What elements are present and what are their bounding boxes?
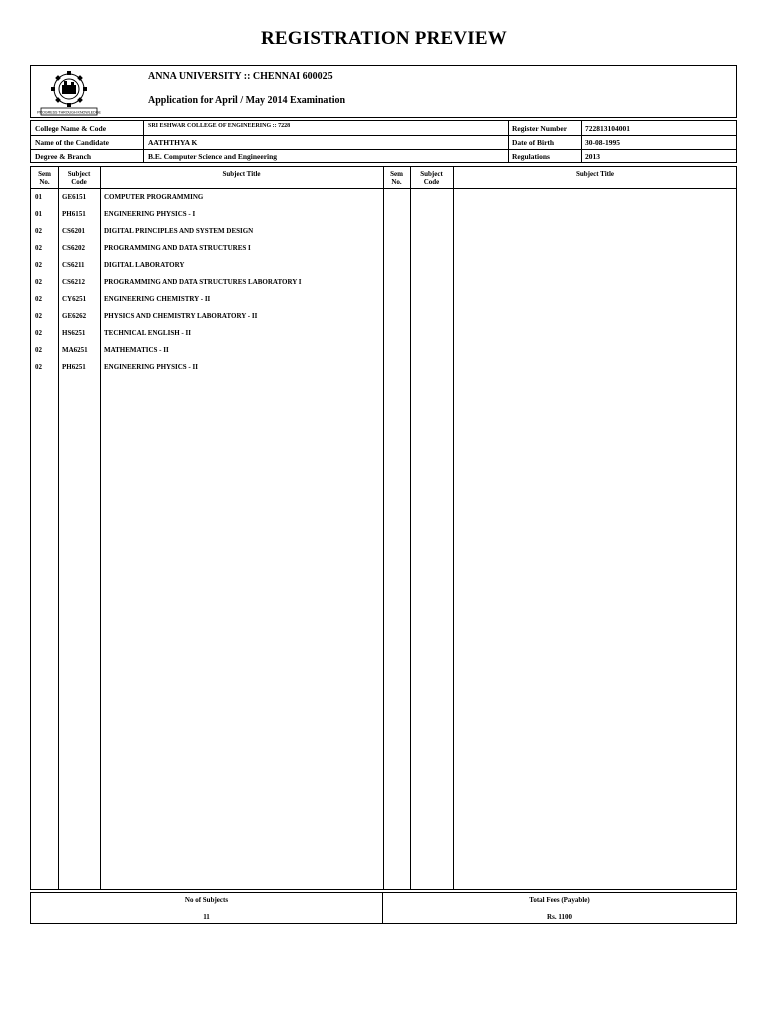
row-sem: 02 bbox=[35, 261, 42, 269]
row-subject-title: DIGITAL PRINCIPLES AND SYSTEM DESIGN bbox=[104, 227, 254, 235]
table-row bbox=[31, 244, 384, 261]
university-header bbox=[30, 65, 737, 118]
row-subject-code: CS6201 bbox=[62, 227, 85, 235]
row-subject-title: DIGITAL LABORATORY bbox=[104, 261, 185, 269]
col-header-title-left: Subject Title bbox=[222, 170, 261, 178]
candidate-name-label: Name of the Candidate bbox=[35, 138, 109, 147]
row-subject-title: PROGRAMMING AND DATA STRUCTURES I bbox=[104, 244, 251, 252]
table-row bbox=[31, 261, 384, 278]
col-header-sem-right: Sem No. bbox=[390, 170, 403, 186]
row-subject-code: MA6251 bbox=[62, 346, 88, 354]
register-number-value: 722813104001 bbox=[585, 124, 630, 133]
regulations-label: Regulations bbox=[512, 152, 550, 161]
row-sem: 01 bbox=[35, 210, 42, 218]
logo-motto: PROGRESS THROUGH KNOWLEDGE bbox=[37, 110, 101, 115]
row-subject-code: CS6212 bbox=[62, 278, 85, 286]
college-value: SRI ESHWAR COLLEGE OF ENGINEERING :: 7228 bbox=[148, 123, 291, 129]
table-row bbox=[31, 363, 384, 380]
college-label: College Name & Code bbox=[35, 124, 107, 133]
regulations-value: 2013 bbox=[585, 152, 600, 161]
dob-value: 30-08-1995 bbox=[585, 138, 620, 147]
col-header-sem-left: Sem No. bbox=[38, 170, 51, 186]
total-fees-value: Rs. 1100 bbox=[547, 913, 572, 921]
row-subject-code: CS6211 bbox=[62, 261, 85, 269]
row-subject-title: PROGRAMMING AND DATA STRUCTURES LABORATORY I bbox=[104, 278, 302, 286]
row-subject-title: TECHNICAL ENGLISH - II bbox=[104, 329, 191, 337]
row-sem: 02 bbox=[35, 295, 42, 303]
col-header-code-right: Subject Code bbox=[420, 170, 443, 186]
row-subject-code: HS6251 bbox=[62, 329, 86, 337]
row-subject-title: ENGINEERING PHYSICS - II bbox=[104, 363, 198, 371]
total-fees-label: Total Fees (Payable) bbox=[529, 896, 590, 904]
col-header-code-left: Subject Code bbox=[67, 170, 91, 186]
candidate-info bbox=[30, 120, 737, 163]
dob-label: Date of Birth bbox=[512, 138, 555, 147]
row-subject-code: CS6202 bbox=[62, 244, 85, 252]
row-subject-code: GE6262 bbox=[62, 312, 87, 320]
row-sem: 02 bbox=[35, 346, 42, 354]
row-subject-title: ENGINEERING CHEMISTRY - II bbox=[104, 295, 211, 303]
table-row bbox=[31, 193, 384, 210]
page-title: REGISTRATION PREVIEW bbox=[261, 28, 507, 49]
row-subject-title: MATHEMATICS - II bbox=[104, 346, 169, 354]
university-logo-icon bbox=[37, 70, 101, 116]
table-row bbox=[31, 210, 384, 227]
col-header-title-right: Subject Title bbox=[575, 170, 615, 178]
row-subject-code: PH6251 bbox=[62, 363, 86, 371]
subjects-count-label: No of Subjects bbox=[184, 896, 229, 904]
row-subject-title: COMPUTER PROGRAMMING bbox=[104, 193, 204, 201]
row-sem: 02 bbox=[35, 329, 42, 337]
degree-value: B.E. Computer Science and Engineering bbox=[148, 152, 278, 161]
row-subject-title: PHYSICS AND CHEMISTRY LABORATORY - II bbox=[104, 312, 258, 320]
totals-footer bbox=[30, 892, 737, 924]
register-number-label: Register Number bbox=[512, 124, 568, 133]
row-subject-title: ENGINEERING PHYSICS - I bbox=[104, 210, 196, 218]
subjects-count-value: 11 bbox=[203, 913, 210, 921]
row-sem: 02 bbox=[35, 244, 42, 252]
row-sem: 01 bbox=[35, 193, 42, 201]
table-row bbox=[31, 312, 384, 329]
row-sem: 02 bbox=[35, 363, 42, 371]
row-sem: 02 bbox=[35, 278, 42, 286]
degree-label: Degree & Branch bbox=[35, 152, 92, 161]
row-sem: 02 bbox=[35, 312, 42, 320]
subjects-table bbox=[30, 166, 737, 890]
row-sem: 02 bbox=[35, 227, 42, 235]
table-row bbox=[31, 278, 384, 295]
table-row bbox=[31, 329, 384, 346]
table-row bbox=[31, 227, 384, 244]
application-title: Application for April / May 2014 Examination bbox=[148, 95, 346, 106]
row-subject-code: PH6151 bbox=[62, 210, 86, 218]
candidate-name-value: AATHTHYA K bbox=[148, 138, 198, 147]
university-name: ANNA UNIVERSITY :: CHENNAI 600025 bbox=[148, 71, 333, 82]
row-subject-code: GE6151 bbox=[62, 193, 87, 201]
table-row bbox=[31, 346, 384, 363]
row-subject-code: CY6251 bbox=[62, 295, 87, 303]
table-row bbox=[31, 295, 384, 312]
